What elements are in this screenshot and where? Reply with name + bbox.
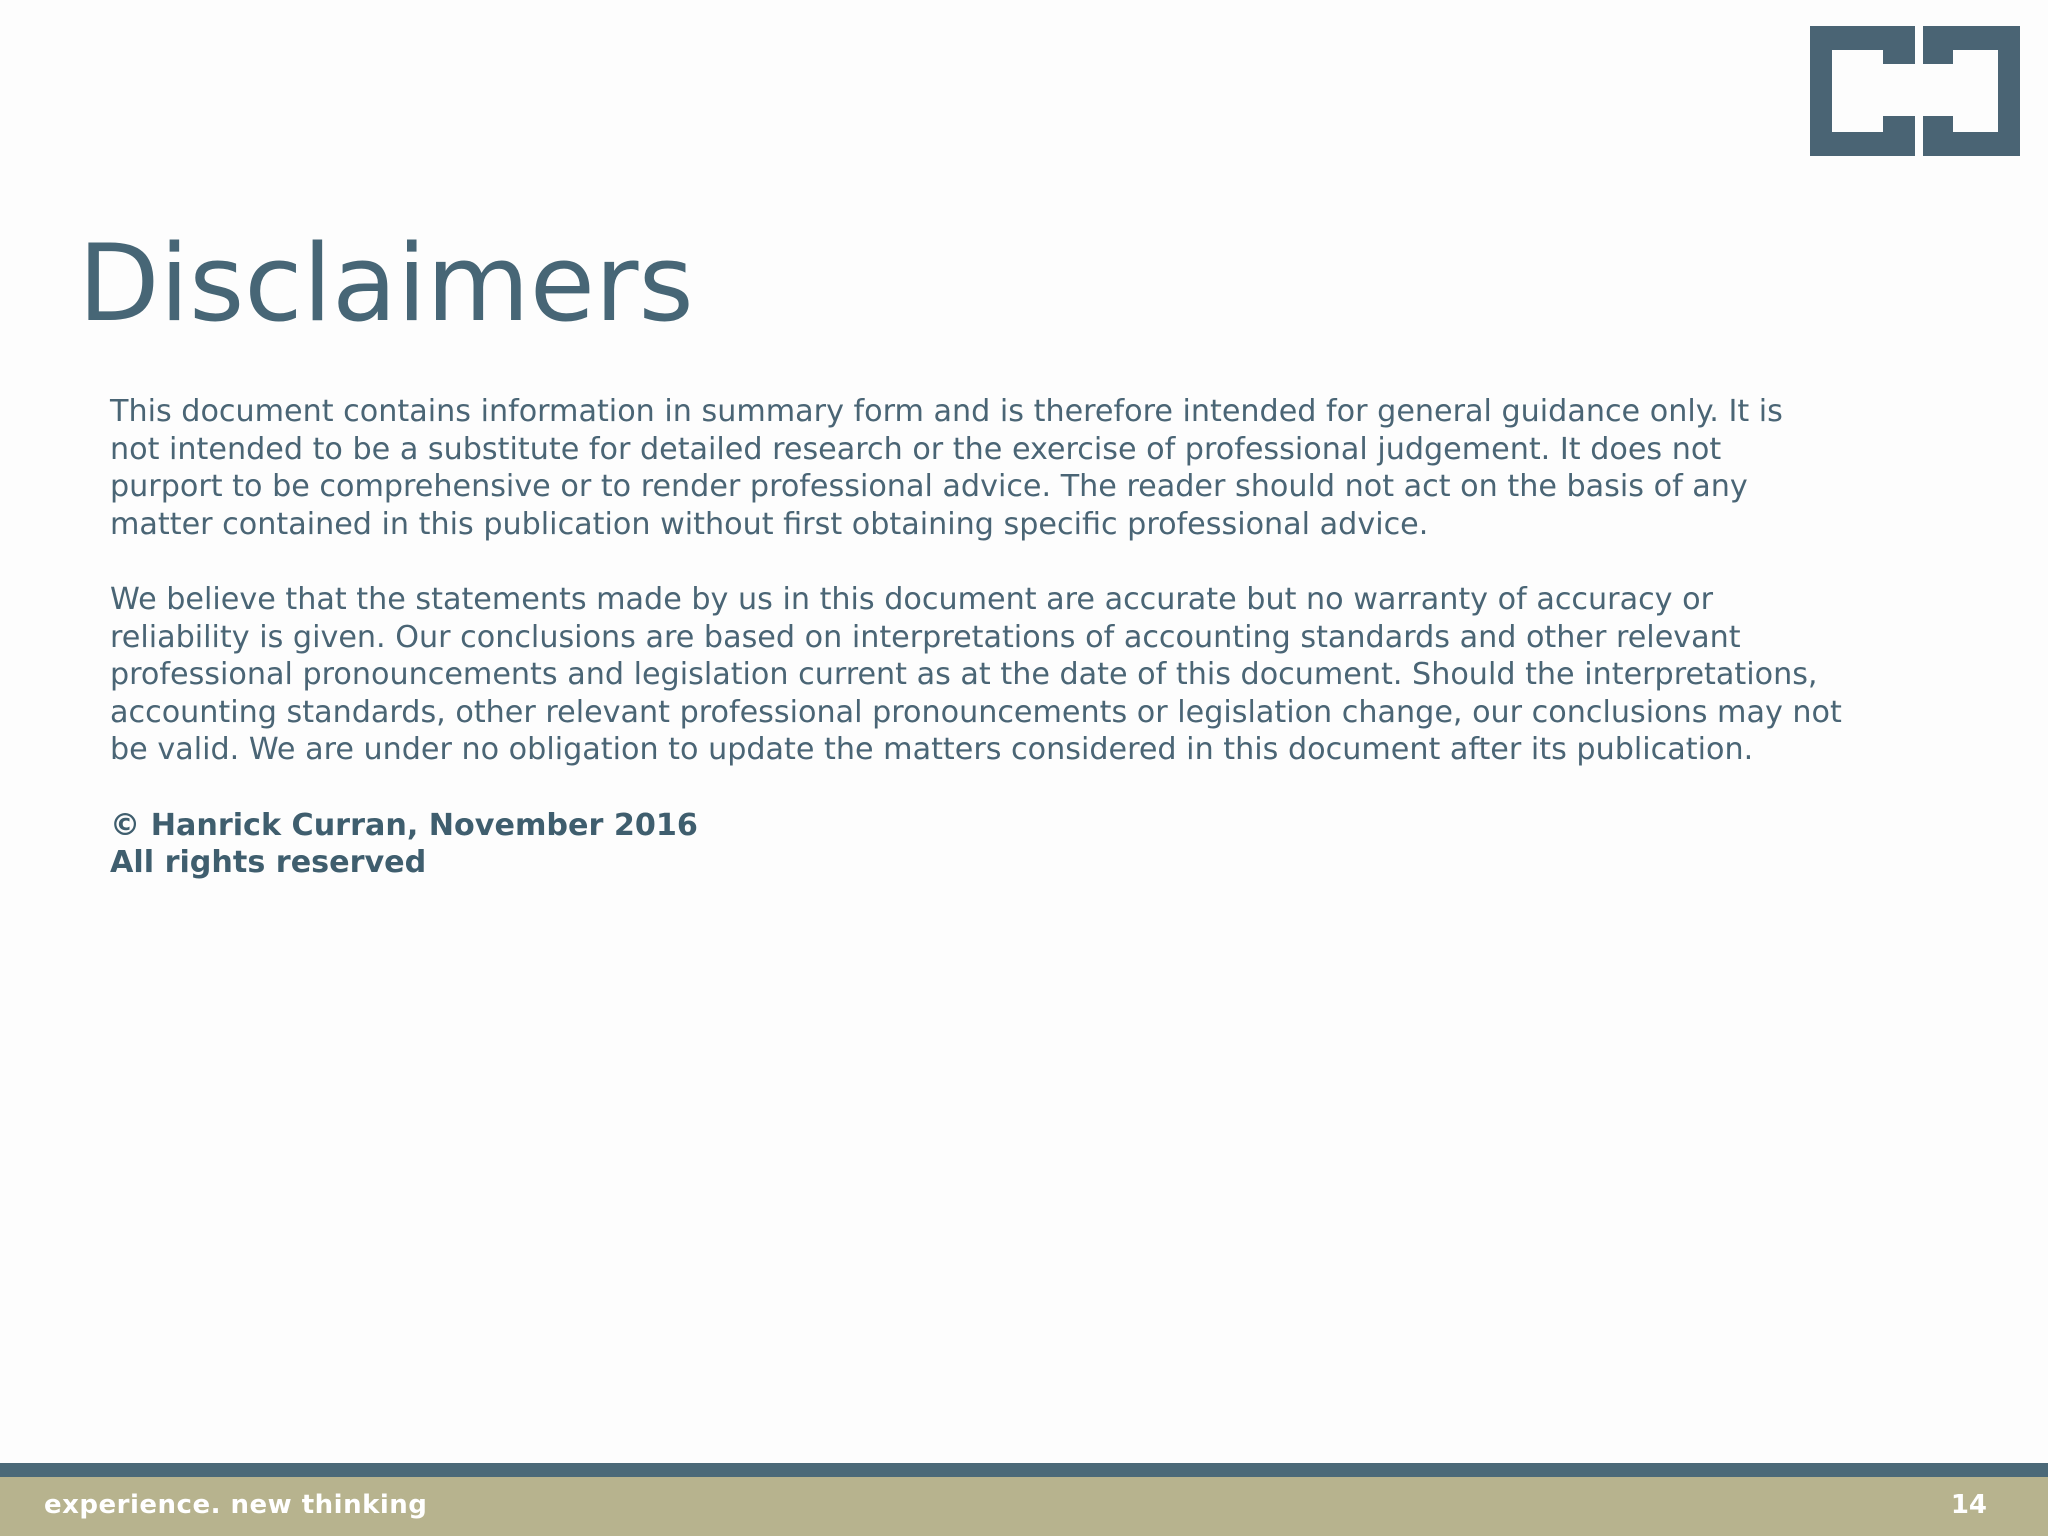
- disclaimer-body: [110, 393, 1960, 882]
- page-title: Disclaimers: [78, 222, 694, 345]
- copyright-notice: [110, 807, 1960, 882]
- rights-reserved-line: All rights reserved: [110, 845, 427, 881]
- page-number: 14: [1950, 1490, 1987, 1520]
- hanrick-curran-logo-icon: [1810, 26, 2020, 156]
- disclaimer-paragraph-2: We believe that the statements made by us in this document are accurate but no warranty of accuracy or reliability is given. Our conclusions are based on interpretations of accounting standards and other relevant professional pronouncements and legislation current as at the date of this document. Should the interpretations, accounting standards, other relevant professional pronouncements or legislation change, our conclusions may not be valid. We are under no obligation to update the matters considered in this document after its publication.: [110, 581, 1842, 768]
- footer-stripe: [0, 1463, 2048, 1477]
- copyright-line: © Hanrick Curran, November 2016: [110, 807, 698, 843]
- footer-tagline: experience. new thinking: [44, 1490, 428, 1520]
- disclaimer-paragraph-1: This document contains information in summary form and is therefore intended for general guidance only. It is not intended to be a substitute for detailed research or the exercise of professional judgement. It does not purport to be comprehensive or to render professional advice. The reader should not act on the basis of any matter contained in this publication without first obtaining specific professional advice.: [110, 394, 1783, 542]
